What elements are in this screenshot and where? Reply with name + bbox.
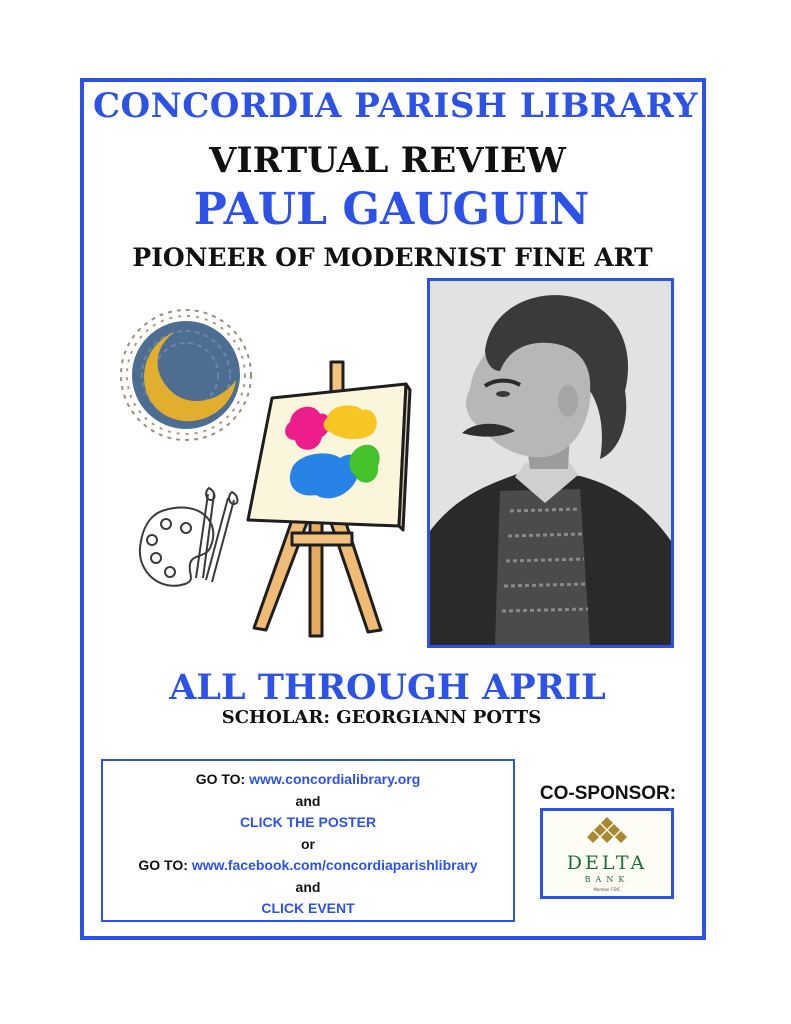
facebook-url-link[interactable]: www.facebook.com/concordiaparishlibrary xyxy=(191,857,478,873)
delta-bank-logo xyxy=(540,808,674,899)
clip-art xyxy=(0,0,420,660)
easel-icon xyxy=(248,362,410,636)
palette-icon xyxy=(140,488,238,586)
artist-name: PAUL GAUGUIN xyxy=(193,184,590,235)
instruction-line-2 xyxy=(103,855,513,877)
bank-fdic: Member FDIC xyxy=(593,887,621,892)
bank-diamond-icon xyxy=(587,817,627,847)
goto-label: GO TO: xyxy=(195,771,246,787)
click-poster-text: CLICK THE POSTER xyxy=(239,814,377,830)
bank-sub: BANK xyxy=(584,875,630,884)
instructions-box xyxy=(101,759,515,922)
instruction-line-1 xyxy=(103,769,513,791)
bank-name: DELTA xyxy=(566,852,648,874)
instruction-and-1: and xyxy=(295,792,321,809)
library-url-link[interactable]: www.concordialibrary.org xyxy=(249,771,421,787)
cosponsor-label: CO-SPONSOR: xyxy=(539,783,677,804)
event-dates: ALL THROUGH APRIL xyxy=(169,667,606,708)
event-title: VIRTUAL REVIEW xyxy=(209,140,566,181)
tagline: PIONEER OF MODERNIST FINE ART xyxy=(132,243,653,272)
library-title: CONCORDIA PARISH LIBRARY xyxy=(92,86,699,126)
portrait-photo xyxy=(427,278,674,648)
instruction-or: or xyxy=(301,835,315,852)
instruction-and-2: and xyxy=(295,878,321,895)
goto-label-2: GO TO: xyxy=(138,857,188,873)
scholar-name: SCHOLAR: GEORGIANN POTTS xyxy=(221,707,542,728)
click-event-text: CLICK EVENT xyxy=(261,900,355,916)
moon-icon xyxy=(121,310,251,440)
